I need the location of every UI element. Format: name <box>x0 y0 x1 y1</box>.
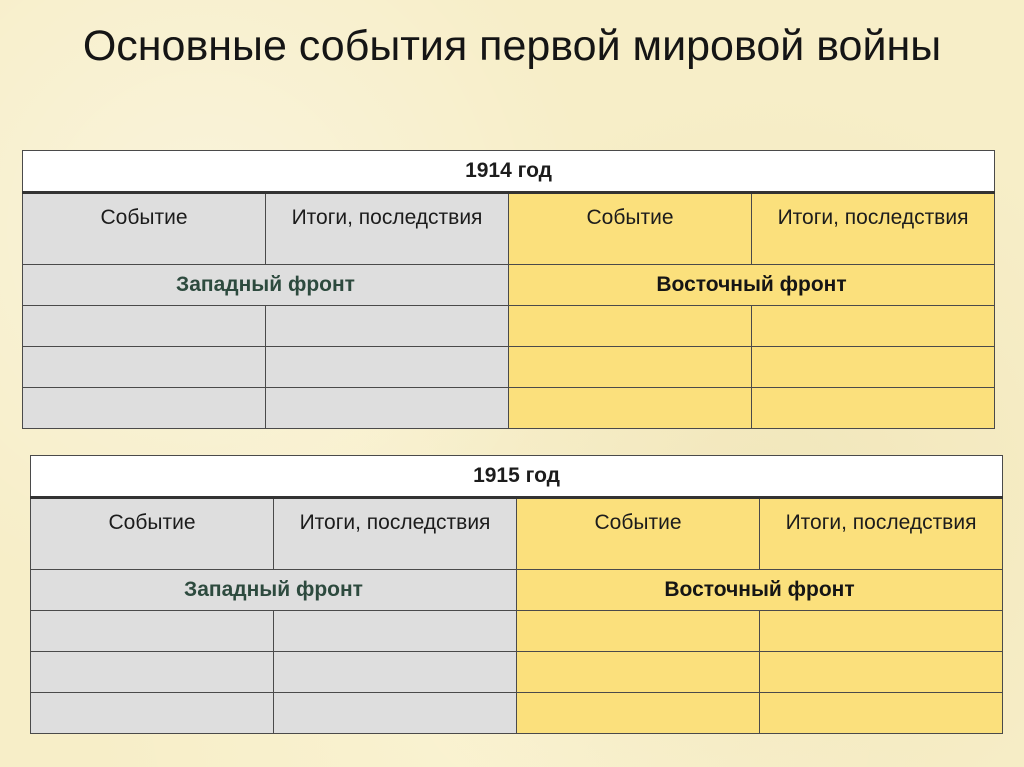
table-row <box>23 388 995 429</box>
table-cell <box>509 306 752 347</box>
table-row <box>31 611 1003 652</box>
year-heading: 1914 год <box>23 151 995 193</box>
column-header-west-event: Событие <box>31 498 274 570</box>
table-cell <box>23 388 266 429</box>
year-heading: 1915 год <box>31 456 1003 498</box>
table-cell <box>31 693 274 734</box>
table-cell <box>31 611 274 652</box>
table-cell <box>266 306 509 347</box>
west-front-label: Западный фронт <box>31 570 517 611</box>
table-row <box>23 306 995 347</box>
column-header-west-results: Итоги, последствия <box>266 193 509 265</box>
column-header-east-event: Событие <box>517 498 760 570</box>
column-header-east-event: Событие <box>509 193 752 265</box>
table-cell <box>274 652 517 693</box>
table-cell <box>752 388 995 429</box>
table-1915 <box>30 455 1003 734</box>
table-cell <box>23 347 266 388</box>
east-front-label: Восточный фронт <box>517 570 1003 611</box>
table-cell <box>517 611 760 652</box>
table-row <box>31 693 1003 734</box>
column-header-east-results: Итоги, последствия <box>760 498 1003 570</box>
table-cell <box>274 693 517 734</box>
column-header-east-results: Итоги, последствия <box>752 193 995 265</box>
table-1914 <box>22 150 995 429</box>
table-cell <box>274 611 517 652</box>
table-cell <box>31 652 274 693</box>
table-cell <box>760 652 1003 693</box>
table-cell <box>752 347 995 388</box>
table-cell <box>760 693 1003 734</box>
table-cell <box>517 693 760 734</box>
table-cell <box>266 347 509 388</box>
table-cell <box>752 306 995 347</box>
table-cell <box>266 388 509 429</box>
table-row <box>31 652 1003 693</box>
table-cell <box>760 611 1003 652</box>
table-cell <box>517 652 760 693</box>
table-row <box>23 347 995 388</box>
table-cell <box>23 306 266 347</box>
column-header-west-event: Событие <box>23 193 266 265</box>
west-front-label: Западный фронт <box>23 265 509 306</box>
page-title: Основные события первой мировой войны <box>82 22 942 70</box>
east-front-label: Восточный фронт <box>509 265 995 306</box>
table-cell <box>509 347 752 388</box>
column-header-west-results: Итоги, последствия <box>274 498 517 570</box>
table-cell <box>509 388 752 429</box>
